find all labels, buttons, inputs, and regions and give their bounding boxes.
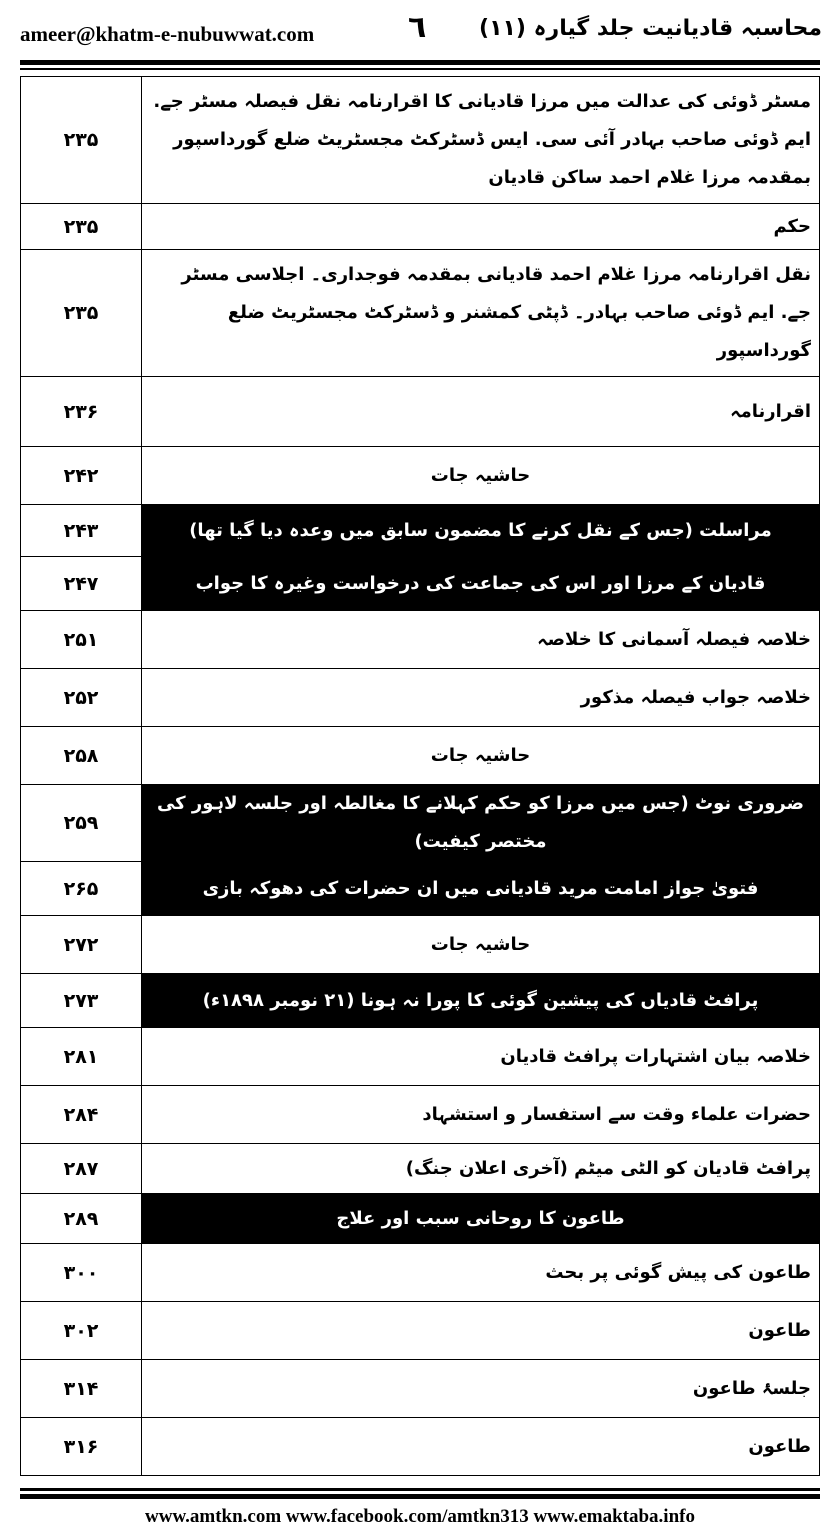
header-rule: [20, 60, 820, 65]
entry-title: مراسلت (جس کے نقل کرنے کا مضمون سابق میں وعدہ دیا گیا تھا): [142, 505, 820, 557]
table-row[interactable]: [21, 974, 820, 1028]
entry-page: ۲۷۲: [21, 916, 142, 974]
entry-title: نقل اقرارنامہ مرزا غلام احمد قادیانی بمقدمہ فوجداری۔ اجلاسی مسٹر جے. ایم ڈوئی صاحب بہادر۔ ڈپٹی کمشنر و ڈسٹرکٹ مجسٹریٹ ضلع گورداسپور: [142, 250, 820, 377]
table-row[interactable]: [21, 1360, 820, 1418]
footer-links: www.amtkn.com www.facebook.com/amtkn313 www.emaktaba.info: [145, 1506, 695, 1527]
entry-title: قادیان کے مرزا اور اس کی جماعت کی درخواست وغیرہ کا جواب: [142, 557, 820, 611]
table-row[interactable]: [21, 505, 820, 557]
entry-title: حکم: [142, 204, 820, 250]
entry-title: حاشیہ جات: [142, 727, 820, 785]
entry-title: خلاصہ بیان اشتہارات پرافٹ قادیان: [142, 1028, 820, 1086]
book-title: محاسبہ قادیانیت جلد گیارہ (۱۱): [479, 16, 822, 41]
entry-page: ۲۸۱: [21, 1028, 142, 1086]
table-row[interactable]: [21, 377, 820, 447]
entry-title: حاشیہ جات: [142, 447, 820, 505]
entry-page: ۳۰۲: [21, 1302, 142, 1360]
table-row[interactable]: [21, 557, 820, 611]
entry-title: حاشیہ جات: [142, 916, 820, 974]
table-row[interactable]: [21, 1418, 820, 1476]
table-row[interactable]: [21, 1086, 820, 1144]
entry-title: پرافٹ قادیان کو الٹی میٹم (آخری اعلان جنگ): [142, 1144, 820, 1194]
entry-title: جلسۂ طاعون: [142, 1360, 820, 1418]
table-row[interactable]: [21, 727, 820, 785]
entry-page: ۲۳۵: [21, 77, 142, 204]
entry-title: طاعون کا روحانی سبب اور علاج: [142, 1194, 820, 1244]
entry-page: ۲۸۷: [21, 1144, 142, 1194]
table-of-contents: [20, 76, 820, 1476]
entry-title: ضروری نوٹ (جس میں مرزا کو حکم کہلانے کا مغالطہ اور جلسہ لاہور کی مختصر کیفیت): [142, 785, 820, 862]
table-row[interactable]: [21, 862, 820, 916]
entry-title: مسٹر ڈوئی کی عدالت میں مرزا قادیانی کا اقرارنامہ نقل فیصلہ مسٹر جے. ایم ڈوئی صاحب بہادر آئی سی. ایس ڈسٹرکٹ مجسٹریٹ ضلع گورداسپور بمقدمہ مرزا غلام احمد ساکن قادیان: [142, 77, 820, 204]
footer-rule: [20, 1488, 820, 1491]
table-row[interactable]: [21, 1244, 820, 1302]
table-row[interactable]: [21, 1194, 820, 1244]
entry-page: ۳۱۶: [21, 1418, 142, 1476]
entry-page: ۲۴۲: [21, 447, 142, 505]
entry-page: ۲۵۱: [21, 611, 142, 669]
entry-page: ۲۳۵: [21, 204, 142, 250]
table-row[interactable]: [21, 916, 820, 974]
entry-page: ۲۷۳: [21, 974, 142, 1028]
table-row[interactable]: [21, 77, 820, 204]
entry-page: ۳۰۰: [21, 1244, 142, 1302]
entry-title: خلاصہ جواب فیصلہ مذکور: [142, 669, 820, 727]
entry-title: اقرارنامہ: [142, 377, 820, 447]
entry-page: ۲۸۴: [21, 1086, 142, 1144]
header-email: ameer@khatm-e-nubuwwat.com: [20, 22, 315, 46]
table-row[interactable]: [21, 669, 820, 727]
entry-page: ۲۳۵: [21, 250, 142, 377]
entry-page: ۲۳۶: [21, 377, 142, 447]
entry-title: خلاصہ فیصلہ آسمانی کا خلاصہ: [142, 611, 820, 669]
table-row[interactable]: [21, 1144, 820, 1194]
table-row[interactable]: [21, 447, 820, 505]
table-row[interactable]: [21, 250, 820, 377]
entry-page: ۲۵۹: [21, 785, 142, 862]
entry-title: فتویٰ جواز امامت مرید قادیانی میں ان حضرات کی دھوکہ بازی: [142, 862, 820, 916]
header-rule-thin: [20, 68, 820, 70]
entry-page: ۲۵۸: [21, 727, 142, 785]
entry-title: پرافٹ قادیاں کی پیشین گوئی کا پورا نہ ہونا (۲۱ نومبر ۱۸۹۸ء): [142, 974, 820, 1028]
entry-page: ۲۵۲: [21, 669, 142, 727]
entry-page: ۲۸۹: [21, 1194, 142, 1244]
table-row[interactable]: [21, 1028, 820, 1086]
page-header: [0, 0, 840, 58]
table-row[interactable]: [21, 785, 820, 862]
entry-title: طاعون کی پیش گوئی پر بحث: [142, 1244, 820, 1302]
entry-page: ۲۶۵: [21, 862, 142, 916]
page-number: ٦: [408, 10, 427, 45]
entry-page: ۲۴۳: [21, 505, 142, 557]
table-row[interactable]: [21, 204, 820, 250]
entry-title: طاعون: [142, 1302, 820, 1360]
table-row[interactable]: [21, 611, 820, 669]
table-row[interactable]: [21, 1302, 820, 1360]
footer-rule-thick: [20, 1494, 820, 1499]
entry-title: طاعون: [142, 1418, 820, 1476]
entry-page: ۳۱۴: [21, 1360, 142, 1418]
entry-page: ۲۴۷: [21, 557, 142, 611]
entry-title: حضرات علماء وقت سے استفسار و استشہاد: [142, 1086, 820, 1144]
